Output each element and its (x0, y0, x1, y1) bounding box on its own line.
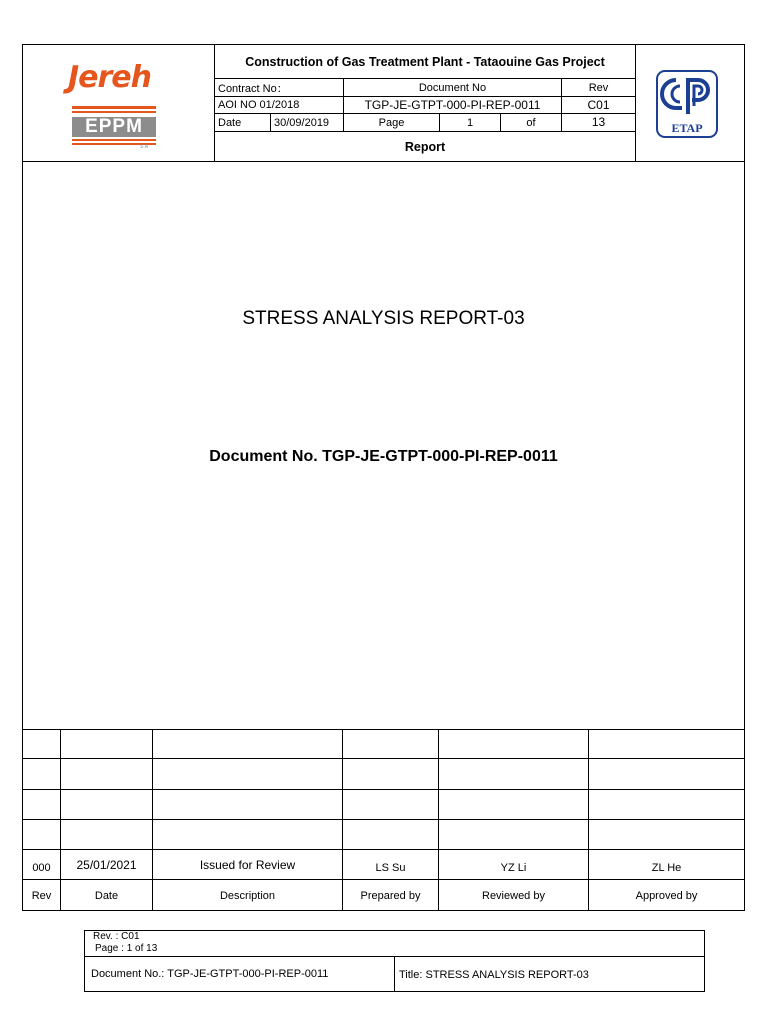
prepared-by-cell (343, 759, 438, 789)
reviewed-by-cell: YZ Li (500, 862, 527, 874)
date-label: Date (218, 116, 242, 129)
contract-no-value: AOI NO 01/2018 (218, 99, 300, 111)
document-no-value: TGP-JE-GTPT-000-PI-REP-0011 (364, 98, 541, 112)
date-value: 30/09/2019 (274, 116, 330, 129)
rev-cell (23, 730, 60, 758)
prepared-by-cell (343, 790, 438, 819)
approved-by-cell (589, 820, 744, 849)
approved-by-cell (589, 759, 744, 789)
rev-cell (23, 790, 60, 819)
approved-by-header: Approved by (635, 890, 698, 902)
footer-rev: Rev. : C01 (93, 931, 140, 942)
contract-no-label: Contract No： (218, 82, 288, 95)
total-pages: 13 (591, 114, 606, 129)
description-cell (153, 759, 342, 789)
document-number-heading: Document No. TGP-JE-GTPT-000-PI-REP-0011 (209, 448, 558, 465)
document-no-label: Document No (418, 81, 487, 94)
rev-label: Rev (588, 81, 609, 94)
prepared-by-header: Prepared by (360, 890, 421, 902)
date-cell: 25/01/2021 (76, 858, 137, 872)
description-cell (153, 730, 342, 758)
description-cell (153, 790, 342, 819)
of-label: of (526, 116, 536, 129)
footer-page: Page : 1 of 13 (95, 943, 158, 954)
report-title: STRESS ANALYSIS REPORT-03 (242, 308, 525, 329)
description-cell (153, 820, 342, 849)
rev-header: Rev (31, 890, 52, 902)
reviewed-by-cell (439, 820, 588, 849)
rev-cell (23, 759, 60, 789)
project-title: Construction of Gas Treatment Plant - Tataouine Gas Project (245, 55, 605, 69)
date-cell (61, 759, 152, 789)
date-cell (61, 790, 152, 819)
rev-cell (23, 820, 60, 849)
eppm-logo-text: EPPM (85, 116, 143, 137)
prepared-by-cell (343, 730, 438, 758)
date-cell (61, 730, 152, 758)
reviewed-by-cell (439, 790, 588, 819)
page-label: Page (378, 116, 405, 129)
reviewed-by-cell (439, 759, 588, 789)
eppm-logo-subtext: S.A (140, 144, 149, 150)
description-cell: Issued for Review (199, 858, 296, 872)
etap-logo-text: ETAP (671, 121, 703, 135)
description-header: Description (219, 890, 276, 902)
prepared-by-cell (343, 820, 438, 849)
prepared-by-cell: LS Su (375, 862, 406, 874)
date-cell (61, 820, 152, 849)
rev-value: C01 (587, 98, 610, 112)
reviewed-by-header: Reviewed by (482, 890, 545, 902)
jereh-logo: Jereh (68, 60, 152, 95)
rev-cell: 000 (32, 862, 51, 874)
footer-document-no: Document No.: TGP-JE-GTPT-000-PI-REP-0011 (91, 968, 329, 980)
page-value: 1 (466, 116, 474, 129)
report-label: Report (404, 140, 446, 154)
header-divider (635, 44, 636, 162)
approved-by-cell: ZL He (651, 862, 682, 874)
date-header: Date (94, 890, 119, 902)
approved-by-cell (589, 790, 744, 819)
approved-by-cell (589, 730, 744, 758)
footer-title: Title: STRESS ANALYSIS REPORT-03 (399, 969, 589, 981)
reviewed-by-cell (439, 730, 588, 758)
